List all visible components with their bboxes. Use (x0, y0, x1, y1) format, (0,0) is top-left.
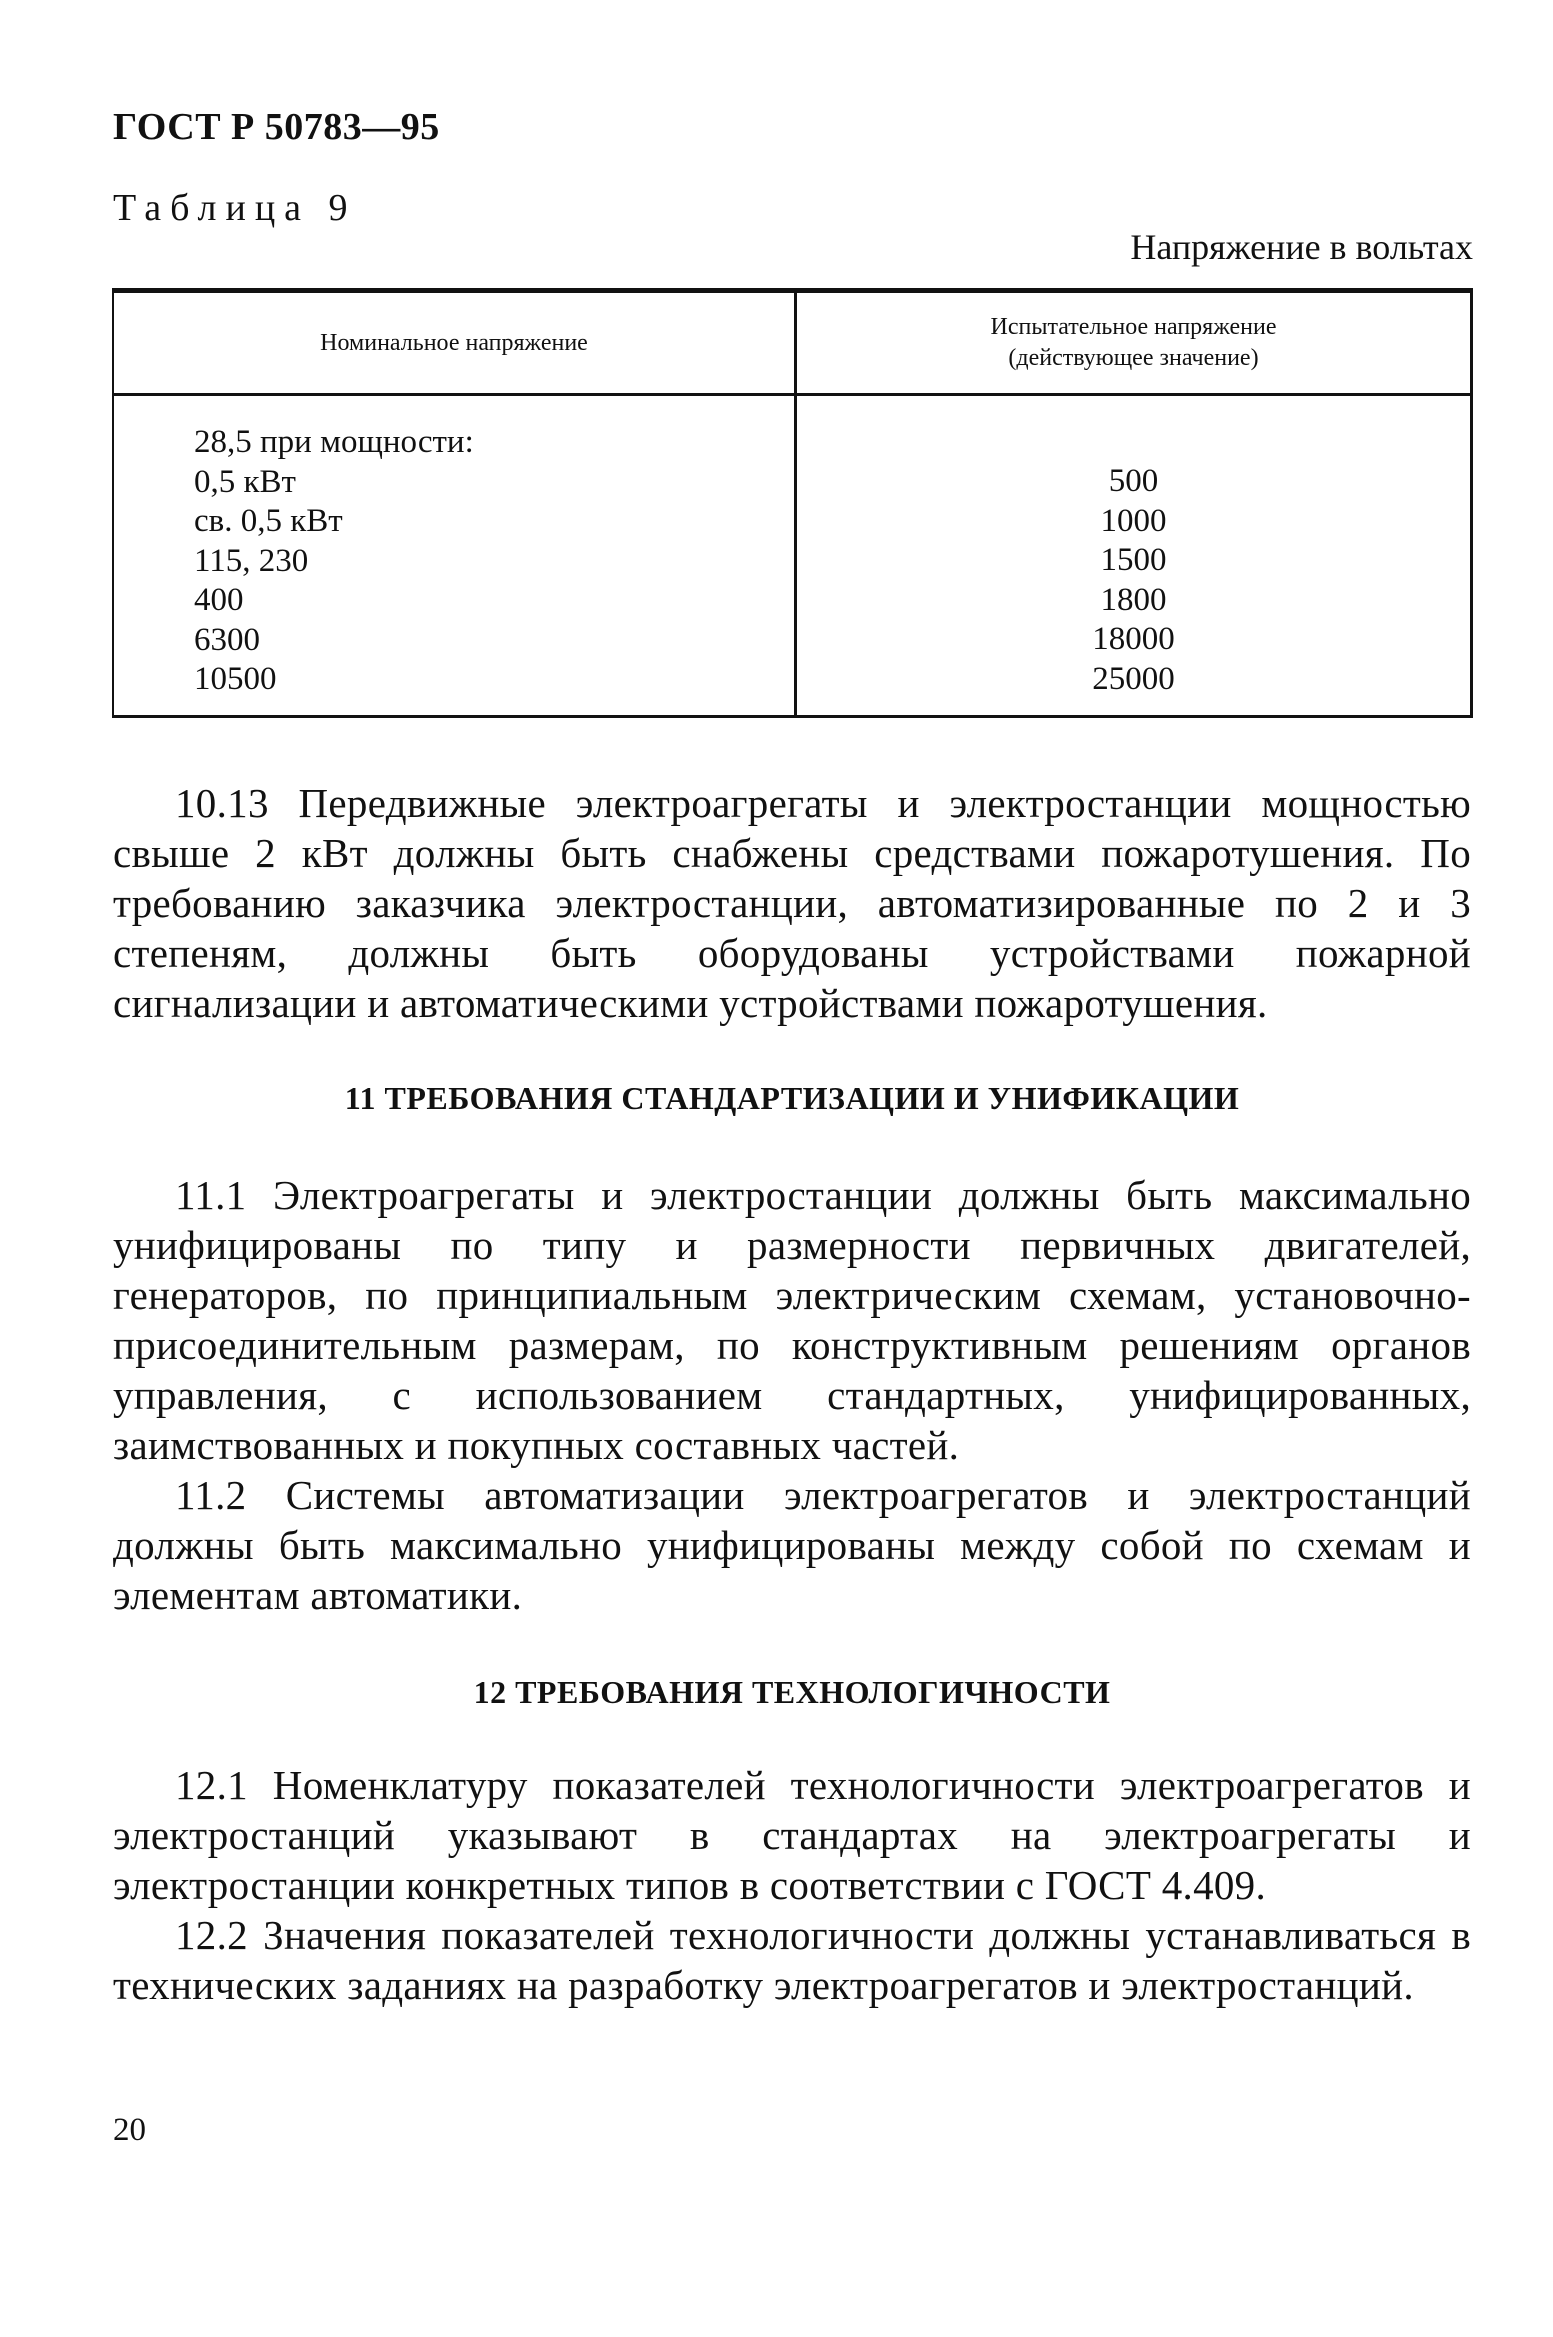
paragraph-block-10-13 (113, 778, 1471, 1028)
table-cell: 500 (1108, 463, 1159, 499)
nominal-voltage-column (194, 423, 474, 700)
table-cell: 10500 (194, 661, 277, 697)
voltage-table (112, 288, 1473, 718)
table-cell: 18000 (1092, 621, 1175, 657)
table-cell: 1800 (1100, 581, 1167, 618)
units-note: Напряжение в вольтах (1130, 227, 1473, 267)
paragraph-block-12 (113, 1760, 1471, 2010)
table-cell: 25000 (1092, 660, 1175, 697)
paragraph-11-1: 11.1 Электроагрегаты и электростанции должны быть максимально унифицированы по типу и размерности первичных двигателей, генераторов, по принципиальным электрическим схемам, установочно-присоединительным размерам, по конструктивным решениям органов управления, с использованием стандартных, унифицированных, заимствованных и покупных составных частей. (113, 1172, 1471, 1468)
paragraph-12-2: 12.2 Значения показателей технологичности должны устанавливаться в технических заданиях на разработку электроагрегатов и электростанций. (113, 1912, 1471, 2008)
table-cell: 28,5 при мощности: (194, 424, 474, 460)
paragraph-10-13: 10.13 Передвижные электроагрегаты и электростанции мощностью свыше 2 кВт должны быть снабжены средствами пожаротушения. По требованию заказчика электростанции, автоматизированные по 2 и 3 степеням, должны быть оборудованы устройствами пожарной сигнализации и автоматическими устройствами пожаротушения. (113, 780, 1471, 1026)
table-cell: 1500 (1100, 542, 1167, 578)
paragraph-block-11 (113, 1170, 1471, 1620)
header-test-voltage-line1: Испытательное напряжение (990, 314, 1277, 340)
table-cell: 115, 230 (194, 542, 309, 579)
section-11-title: 11 ТРЕБОВАНИЯ СТАНДАРТИЗАЦИИ И УНИФИКАЦИИ (344, 1080, 1240, 1116)
table-cell: 1000 (1100, 502, 1167, 539)
table-cell: 400 (194, 582, 244, 618)
section-12-title: 12 ТРЕБОВАНИЯ ТЕХНОЛОГИЧНОСТИ (473, 1674, 1111, 1710)
page-number: 20 (113, 2112, 146, 2148)
paragraph-11-2: 11.2 Системы автоматизации электроагрегатов и электростанций должны быть максимально унифицированы между собой по схемам и элементам автоматики. (113, 1472, 1471, 1618)
document-id: ГОСТ Р 50783—95 (113, 106, 440, 148)
header-test-voltage (797, 293, 1470, 393)
table-cell: 6300 (194, 621, 260, 658)
table-cell: 0,5 кВт (194, 463, 296, 500)
paragraph-12-1: 12.1 Номенклатуру показателей технологичности электроагрегатов и электростанций указывают в стандартах на электроагрегаты и электростанции конкретных типов в соответствии с ГОСТ 4.409. (113, 1762, 1471, 1908)
test-voltage-column (797, 462, 1470, 699)
header-nominal-voltage: Номинальное напряжение (320, 329, 588, 356)
table-caption: Таблица 9 (113, 187, 357, 229)
header-test-voltage-line2: (действующее значение) (1008, 345, 1259, 371)
table-cell: св. 0,5 кВт (194, 503, 343, 539)
